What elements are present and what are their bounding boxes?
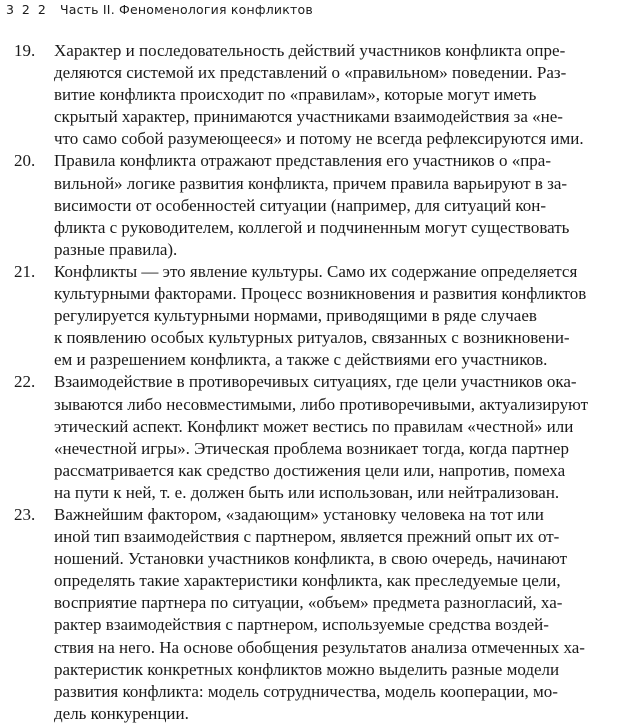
item-number: 20. [14, 151, 36, 171]
running-head [6, 2, 313, 17]
item-text: Важнейшим фактором, «задающим» установку человека на тот или иной тип взаимодействия с партнером, является прежний опыт их от- ношений. Установки участников конфликта, в свою очередь, начинают определять такие характеристики конфликта, как преследуемые цели, восприятие партнера по ситуации, «объем» предмета разногласий, ха- рактер взаимодействия с партнером, используемые средства воздей- ствия на него. На основе обобщения результатов анализа отмеченных ха- рактеристик конкретных конфликтов можно выделить разные модели развития конфликта: модель сотрудничества, модель кооперации, мо- дель конкуренции. [54, 504, 585, 723]
list-item-21 [0, 261, 620, 371]
section-title: Часть II. Феноменология конфликтов [60, 2, 313, 17]
item-number: 19. [14, 41, 36, 60]
list-item-22 [0, 371, 620, 504]
item-text: Взаимодействие в противоречивых ситуациях, где цели участников ока- зываются либо несовместимыми, либо противоречивыми, актуализируют этический аспект. Конфликт может вестись по правилам «честной» или «нечестной игры». Этическая проблема возникает тогда, когда партнер рассматривается как средство достижения цели или, напротив, помеха на пути к ней, т. е. должен быть или использован, или нейтрализован. [54, 372, 589, 502]
item-number: 22. [14, 372, 36, 392]
page-number: 3 2 2 [6, 2, 48, 17]
item-text: Характер и последовательность действий участников конфликта опре- деляются системой их представлений о «правильном» поведении. Раз- витие конфликта происходит по «правилам», которые могут иметь скрытый характер, принимаются участниками взаимодействия за «не- что само собой разумеющееся» и потому не всегда рефлексируются ими. [54, 41, 584, 149]
list-item-20 [0, 150, 620, 260]
list-item-23 [0, 504, 620, 725]
item-number: 23. [14, 504, 36, 524]
numbered-list [0, 40, 620, 725]
item-number: 21. [14, 261, 36, 281]
item-text: Конфликты — это явление культуры. Само их содержание определяется культурными факторами. Процесс возникновения и развития конфликтов регулируется культурными нормами, приводящими в ряде случаев к появлению особых культурных ритуалов, связанных с возникновени- ем и разрешением конфликта, а также с действиями его участников. [54, 261, 587, 370]
item-text: Правила конфликта отражают представления его участников о «пра- вильной» логике развития конфликта, причем правила варьируют в за- висимости от особенностей ситуации (например, для ситуаций кон- фликта с руководителем, коллегой и подчиненным могут существовать разные правила). [54, 151, 570, 259]
list-item-19 [0, 40, 620, 150]
